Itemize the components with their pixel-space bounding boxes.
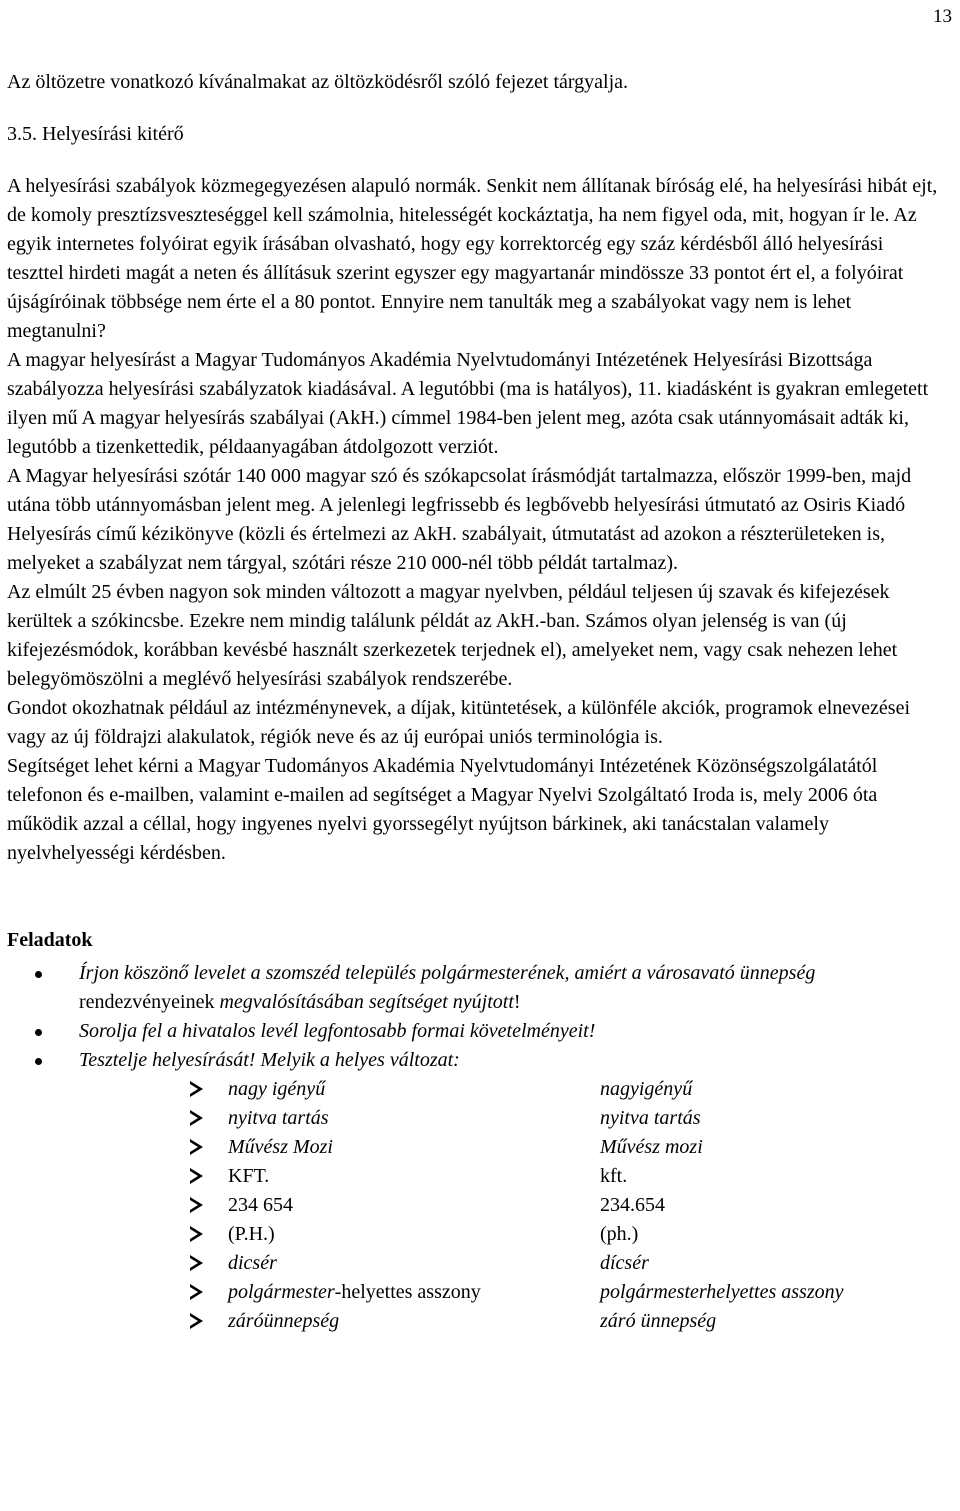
paragraph: Segítséget lehet kérni a Magyar Tudományos Akadémia Nyelvtudományi Intézetének Közönségszolgálatától telefonon és e-mailben, valamint e-mailen ad segítséget a Magyar Nyelvi Szolgáltató Iroda is, mely 2006 óta működik azzal a céllal, hogy ingyenes nyelvi gyorssegélyt nyújtson bárkinek, aki tanácstalan valamely nyelvhelyességi kérdésben. [7,755,878,864]
variant-option-a: dicsér [228,1252,277,1274]
variant-option-a: záróünnepség [228,1310,340,1332]
variant-option-b: Művész mozi [600,1136,703,1158]
tasks-section [7,926,941,1336]
task-item [7,959,941,1017]
task-text: Írjon köszönő levelet a szomszéd település polgármesterének, amiért a városavató ünnepség rendezvényeinek megvalósításában segítséget nyújtott! [79,962,816,1013]
arrow-bullet-icon [190,1197,203,1213]
variant-option-a: nagy igényű [228,1078,326,1100]
page-number: 13 [933,6,952,27]
variant-row [7,1220,941,1249]
paragraph: A magyar helyesírást a Magyar Tudományos Akadémia Nyelvtudományi Intézetének Helyesírási Bizottsága szabályozza helyesírási szabályzatok kiadásával. A legutóbbi (ma is hatályos), 11. kiadásként is gyakran emlegetett ilyen mű A magyar helyesírás szabályai (AkH.) címmel 1984-ben jelent meg, azóta csak utánnyomásait adták ki, legutóbb a tizenkettedik, példaanyagában átdolgozott verziót. [7,349,929,458]
variant-row [7,1191,941,1220]
arrow-bullet-icon [190,1284,203,1300]
variant-option-a: polgármester-helyettes asszony [228,1281,481,1303]
arrow-bullet-icon [190,1313,203,1329]
intro-paragraph: Az öltözetre vonatkozó kívánalmakat az öltözködésről szóló fejezet tárgyalja. [7,71,629,93]
bullet-icon [35,1029,42,1036]
variant-list [7,1075,941,1336]
variant-row [7,1162,941,1191]
variant-option-a: KFT. [228,1165,270,1187]
variant-option-b: dícsér [600,1252,649,1274]
task-text: Sorolja fel a hivatalos levél legfontosabb formai követelményeit! [79,1020,596,1042]
variant-option-b: nagyigényű [600,1078,693,1100]
variant-option-a: (P.H.) [228,1223,275,1245]
section-heading: 3.5. Helyesírási kitérő [7,123,184,145]
variant-option-a: nyitva tartás [228,1107,329,1129]
variant-row [7,1133,941,1162]
task-list [7,959,941,1075]
task-item [7,1046,941,1075]
arrow-bullet-icon [190,1110,203,1126]
variant-option-b: (ph.) [600,1223,639,1245]
variant-option-a: Művész Mozi [228,1136,333,1158]
paragraph: Az elmúlt 25 évben nagyon sok minden változott a magyar nyelvben, például teljesen új szavak és kifejezések kerültek a szókincsbe. Ezekre nem mindig találunk példát az AkH.-ban. Számos olyan jelenség is van (új kifejezésmódok, korábban kevésbé használt szerkezetek terjednek el), amelyeket nem, vagy csak nehezen lehet belegyömöszölni a meglévő helyesírási szabályok rendszerébe. [7,581,898,690]
task-item [7,1017,941,1046]
variant-option-b: 234.654 [600,1194,665,1216]
variant-option-b: nyitva tartás [600,1107,701,1129]
variant-row [7,1278,941,1307]
arrow-bullet-icon [190,1168,203,1184]
arrow-bullet-icon [190,1226,203,1242]
variant-row [7,1249,941,1278]
bullet-icon [35,1058,42,1065]
paragraph: A Magyar helyesírási szótár 140 000 magyar szó és szókapcsolat írásmódját tartalmazza, először 1999-ben, majd utána több utánnyomásban jelent meg. A jelenlegi legfrissebb és legbővebb helyesírási útmutató az Osiris Kiadó Helyesírás című kézikönyve (közli és értelmezi az AkH. szabályait, útmutatást ad azokon a részterületeken is, melyeket a szabályzat nem tárgyal, szótári része 210 000-nél több példát tartalmaz). [7,465,912,574]
variant-option-b: kft. [600,1165,628,1187]
task-text: Tesztelje helyesírását! Melyik a helyes változat: [79,1049,460,1071]
arrow-bullet-icon [190,1255,203,1271]
bullet-icon [35,971,42,978]
variant-row [7,1104,941,1133]
tasks-title: Feladatok [7,929,93,951]
paragraph: Gondot okozhatnak például az intézménynevek, a díjak, kitüntetések, a különféle akciók, programok elnevezései vagy az új földrajzi alakulatok, régiók neve és az új európai uniós terminológia is. [7,697,910,748]
paragraph: A helyesírási szabályok közmegegyezésen alapuló normák. Senkit nem állítanak bíróság elé, ha helyesírási hibát ejt, de komoly presztízsveszteséggel kell számolnia, hitelességét kockáztatja, ha nem figyel oda, mit, hogyan ír le. Az egyik internetes folyóirat egyik írásában olvasható, hogy egy korrektorcég egy száz kérdésből álló helyesírási teszttel hirdeti magát a neten és állításuk szerint egyszer egy magyartanár mindössze 33 pontot ért el, a folyóirat újságíróinak többsége nem érte el a 80 pontot. Ennyire nem tanulták meg a szabályokat vagy nem is lehet megtanulni? [7,175,938,342]
arrow-bullet-icon [190,1081,203,1097]
variant-option-b: polgármesterhelyettes asszony [600,1281,844,1303]
variant-option-a: 234 654 [228,1194,293,1216]
document-body [7,68,941,1336]
variant-option-b: záró ünnepség [600,1310,717,1332]
variant-row [7,1307,941,1336]
arrow-bullet-icon [190,1139,203,1155]
variant-row [7,1075,941,1104]
